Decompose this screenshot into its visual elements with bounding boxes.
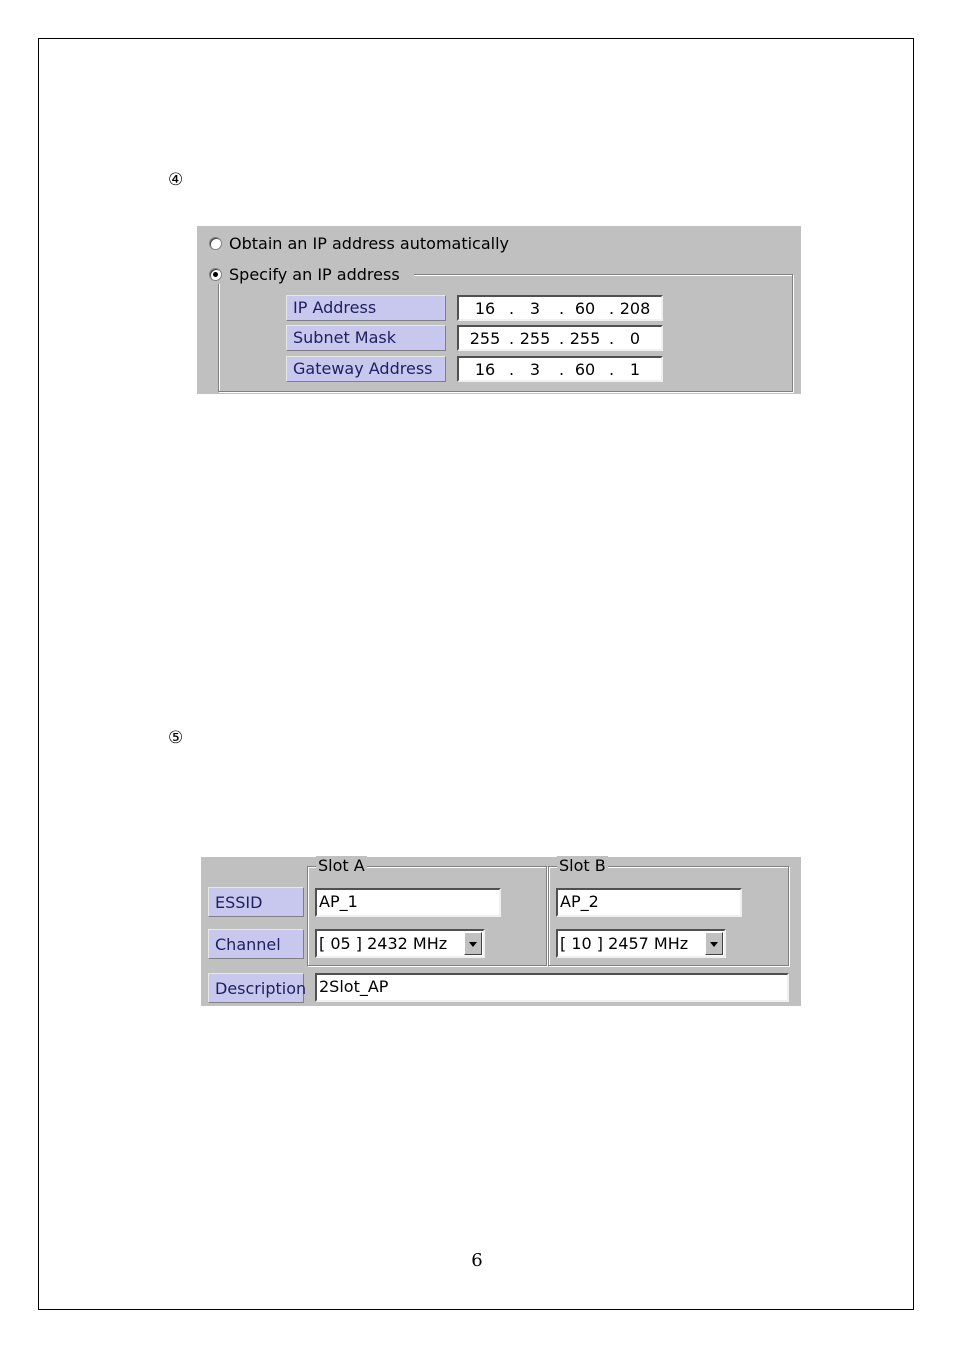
slot-b-essid-input[interactable]: AP_2 — [556, 888, 742, 917]
radio-specify-ip-circle[interactable] — [209, 268, 222, 281]
radio-obtain-auto-label: Obtain an IP address automatically — [229, 234, 510, 253]
step-4-marker: ④ — [168, 170, 184, 190]
slot-a-channel-value: [ 05 ] 2432 MHz — [319, 934, 448, 953]
gateway-address-field[interactable] — [457, 356, 663, 382]
gateway-octet-3[interactable]: 60 — [574, 360, 596, 379]
slot-a-essid-input[interactable]: AP_1 — [315, 888, 501, 917]
subnet-octet-3[interactable]: 255 — [569, 329, 601, 348]
chevron-down-icon[interactable] — [705, 932, 723, 955]
chevron-down-icon[interactable] — [464, 932, 482, 955]
subnet-octet-4[interactable]: 0 — [629, 329, 641, 348]
subnet-mask-row — [286, 325, 641, 351]
radio-specify-ip[interactable] — [209, 265, 414, 284]
subnet-dot: . — [509, 329, 515, 348]
description-input[interactable]: 2Slot_AP — [315, 973, 789, 1002]
subnet-octet-1[interactable]: 255 — [469, 329, 501, 348]
gateway-dot: . — [509, 360, 515, 379]
ip-dot: . — [559, 299, 565, 318]
subnet-mask-field[interactable] — [457, 325, 663, 351]
ip-dot: . — [609, 299, 615, 318]
essid-label: ESSID — [208, 887, 304, 917]
gateway-octet-1[interactable]: 16 — [474, 360, 496, 379]
ip-address-label: IP Address — [286, 295, 446, 321]
ip-octet-2[interactable]: 3 — [529, 299, 541, 318]
page-number: 6 — [471, 1250, 483, 1271]
slot-b-channel-select[interactable] — [556, 929, 726, 958]
gateway-octet-2[interactable]: 3 — [529, 360, 541, 379]
gateway-dot: . — [559, 360, 565, 379]
subnet-dot: . — [609, 329, 615, 348]
ip-dot: . — [509, 299, 515, 318]
subnet-octet-2[interactable]: 255 — [519, 329, 551, 348]
radio-specify-ip-label: Specify an IP address — [229, 265, 400, 284]
ip-octet-4[interactable]: 208 — [619, 299, 651, 318]
ip-settings-panel — [197, 226, 801, 394]
subnet-dot: . — [559, 329, 565, 348]
radio-obtain-auto-circle[interactable] — [209, 237, 222, 250]
ip-address-row — [286, 295, 651, 321]
ip-octet-3[interactable]: 60 — [574, 299, 596, 318]
channel-label: Channel — [208, 929, 304, 959]
slot-a-title: Slot A — [318, 856, 365, 875]
subnet-mask-label: Subnet Mask — [286, 325, 446, 351]
gateway-dot: . — [609, 360, 615, 379]
gateway-octet-4[interactable]: 1 — [629, 360, 641, 379]
gateway-address-row — [286, 356, 641, 382]
ip-address-field[interactable] — [457, 295, 663, 321]
ip-octet-1[interactable]: 16 — [474, 299, 496, 318]
slot-settings-panel — [201, 857, 801, 1006]
step-5-marker: ⑤ — [168, 728, 184, 748]
slot-b-channel-value: [ 10 ] 2457 MHz — [560, 934, 689, 953]
description-label: Description — [208, 973, 304, 1003]
slot-b-title: Slot B — [559, 856, 606, 875]
slot-a-channel-select[interactable] — [315, 929, 485, 958]
radio-obtain-auto[interactable] — [209, 234, 509, 253]
gateway-address-label: Gateway Address — [286, 356, 446, 382]
